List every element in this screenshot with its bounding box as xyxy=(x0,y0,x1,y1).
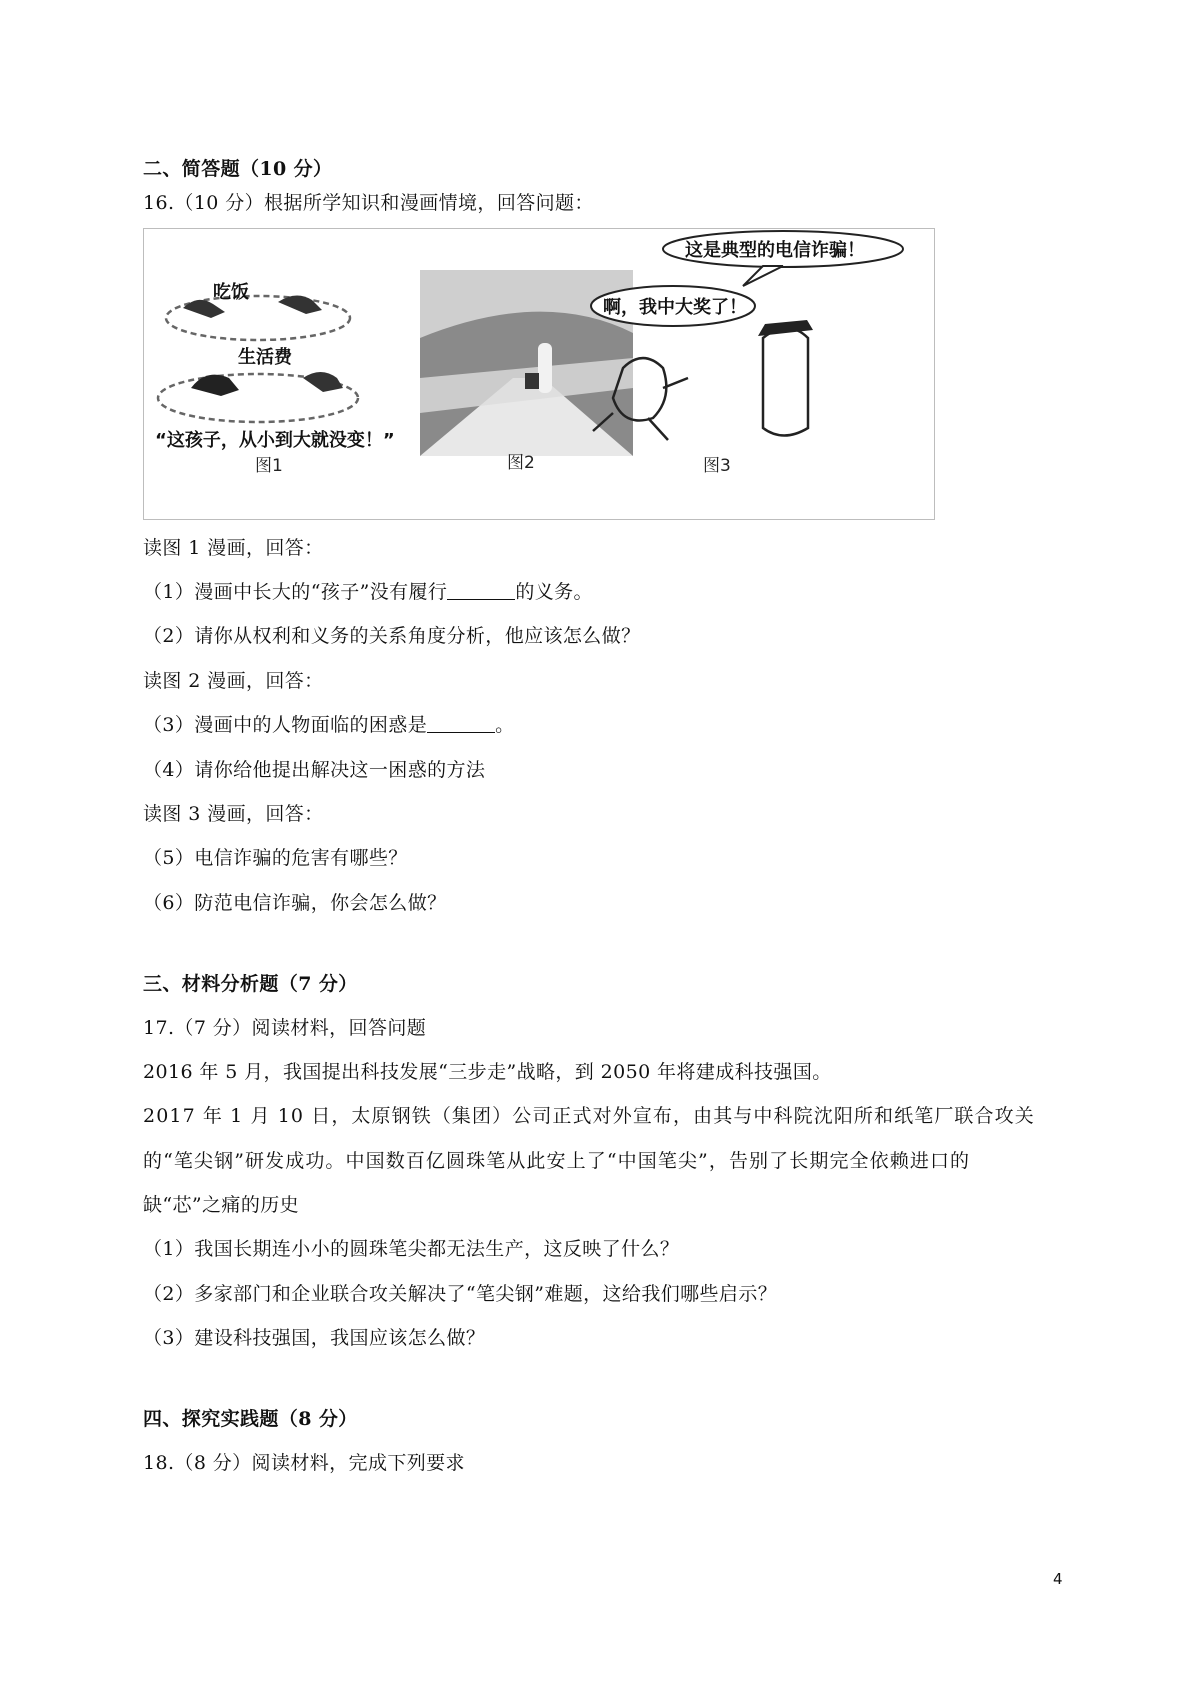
question-17-3: （3）建设科技强国，我国应该怎么做？ xyxy=(143,1327,486,1349)
question-16-5: （5）电信诈骗的危害有哪些？ xyxy=(143,847,408,869)
fig2-person xyxy=(538,343,552,393)
question-16-6: （6）防范电信诈骗，你会怎么做？ xyxy=(143,892,447,914)
question-17-1: （1）我国长期连小小的圆珠笔尖都无法生产，这反映了什么？ xyxy=(143,1238,680,1260)
question-16-2: （2）请你从权利和义务的关系角度分析，他应该怎么做？ xyxy=(143,625,641,647)
read-figure-3: 读图 3 漫画，回答： xyxy=(143,803,324,825)
section-2-heading: 二、简答题（10 分） xyxy=(143,158,333,180)
material-paragraph-1: 2016 年 5 月，我国提出科技发展“三步走”战略，到 2050 年将建成科技强国。 xyxy=(143,1061,832,1083)
question-16-1-before: （1）漫画中长大的“孩子”没有履行 xyxy=(143,581,448,603)
fig2-briefcase xyxy=(525,373,539,389)
question-16: 16.（10 分）根据所学知识和漫画情境，回答问题： xyxy=(143,192,594,214)
question-16-4: （4）请你给他提出解决这一困惑的方法 xyxy=(143,759,486,781)
fig1-quote: “这孩子，从小到大就没变！” xyxy=(155,430,395,451)
answer-blank-1[interactable] xyxy=(447,583,515,600)
fig3-bubble-top: 这是典型的电信诈骗！ xyxy=(685,240,865,261)
fig1-bubble-top: 吃饭 xyxy=(213,282,249,303)
question-16-3 xyxy=(143,711,515,739)
question-16-3-after: 。 xyxy=(495,714,515,736)
fig2-caption: 图2 xyxy=(507,453,535,473)
fig1-bubble-mid: 生活费 xyxy=(238,347,292,368)
fig1-caption: 图1 xyxy=(255,456,283,476)
question-18: 18.（8 分）阅读材料，完成下列要求 xyxy=(143,1452,465,1474)
read-figure-1: 读图 1 漫画，回答： xyxy=(143,537,324,559)
read-figure-2: 读图 2 漫画，回答： xyxy=(143,670,324,692)
cartoon-figure xyxy=(143,228,935,520)
question-17-2: （2）多家部门和企业联合攻关解决了“笔尖钢”难题，这给我们哪些启示？ xyxy=(143,1283,778,1305)
section-4-heading: 四、探究实践题（8 分） xyxy=(143,1408,358,1430)
section-3-heading: 三、材料分析题（7 分） xyxy=(143,973,358,995)
question-17: 17.（7 分）阅读材料，回答问题 xyxy=(143,1017,427,1039)
question-16-1 xyxy=(143,578,593,606)
answer-blank-3[interactable] xyxy=(427,716,495,733)
page-number: 4 xyxy=(1053,1570,1063,1588)
fig3-caption: 图3 xyxy=(703,456,731,476)
material-paragraph-2-line-1: 2017 年 1 月 10 日，太原钢铁（集团）公司正式对外宣布，由其与中科院沈阳所和纸笔厂联合攻关 xyxy=(143,1105,1035,1127)
fig3-bubble-left: 啊，我中大奖了！ xyxy=(603,297,747,318)
question-16-1-after: 的义务。 xyxy=(515,581,593,603)
material-paragraph-2-line-3: 缺“芯”之痛的历史 xyxy=(143,1194,300,1216)
question-16-3-before: （3）漫画中的人物面临的困惑是 xyxy=(143,714,428,736)
material-paragraph-2-line-2: 的“笔尖钢”研发成功。中国数百亿圆珠笔从此安上了“中国笔尖”，告别了长期完全依赖进口的 xyxy=(143,1150,971,1172)
